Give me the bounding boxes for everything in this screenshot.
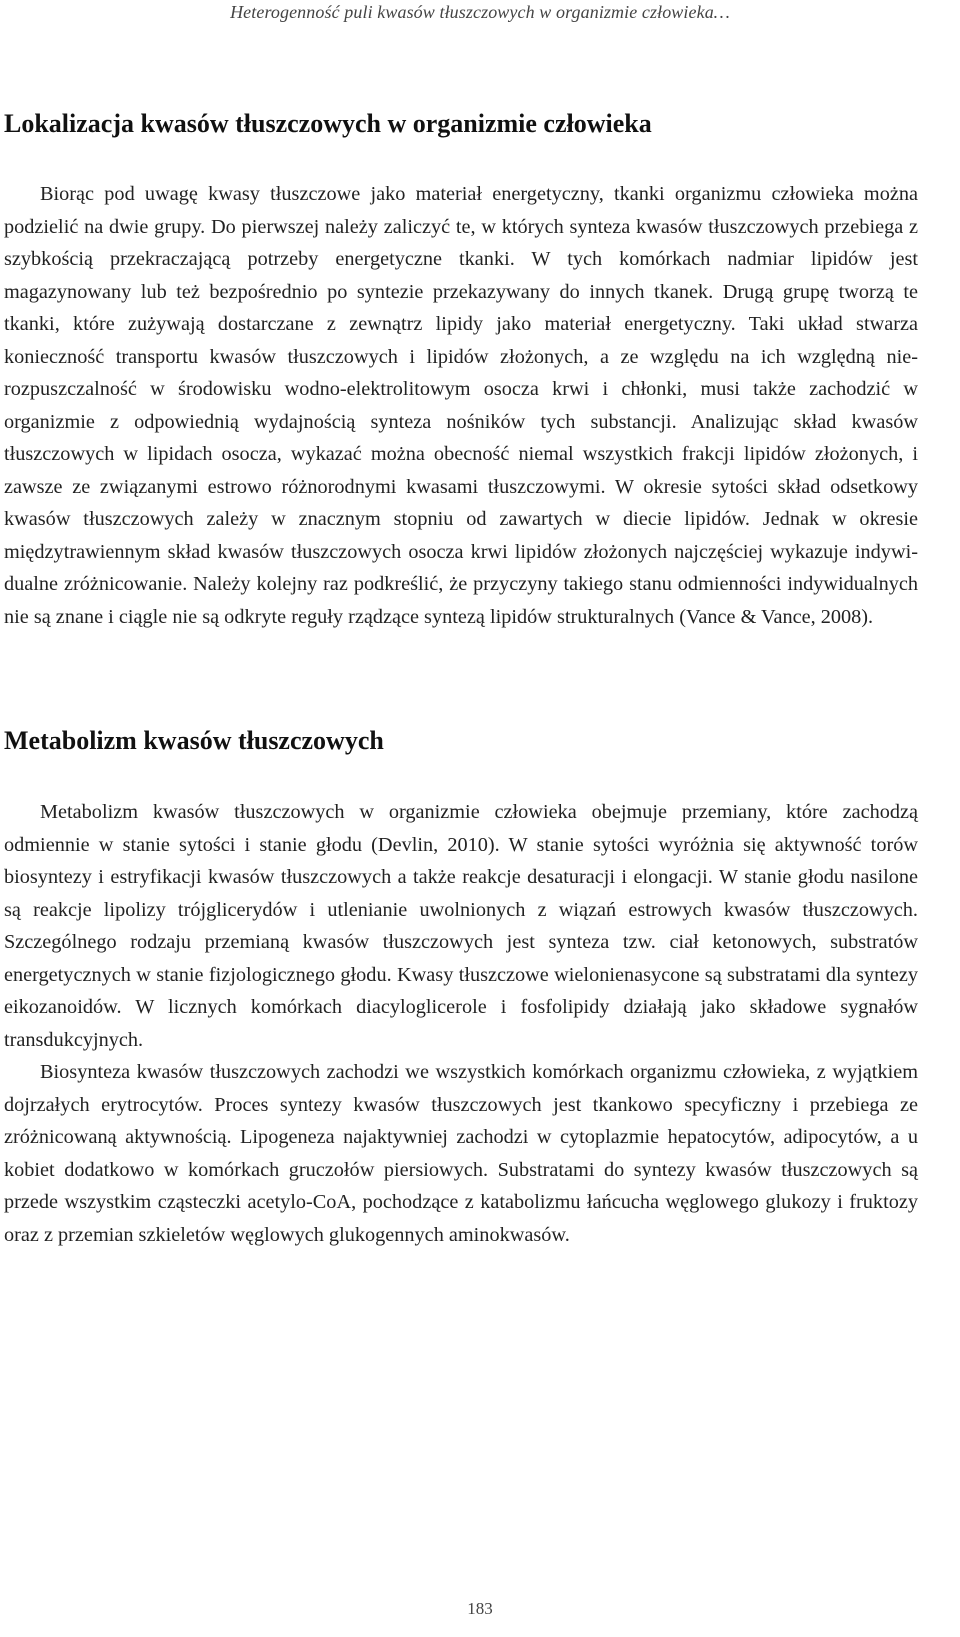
page-content bbox=[4, 106, 918, 1251]
section-body-localization bbox=[4, 178, 918, 633]
section-title-localization: Lokalizacja kwasów tłuszczowych w organizmie człowieka bbox=[4, 109, 652, 138]
running-header: Heterogenność puli kwasów tłuszczowych w organizmie człowieka… bbox=[230, 2, 730, 22]
paragraph: Biosynteza kwasów tłuszczowych zachodzi we wszystkich komórkach organizmu człowieka, z wyjątkiem dojrzałych erytrocytów. Proces syntezy kwasów tłuszczowych jest tkankowo specyficzny i przebiega ze zróżnicowaną aktywnością. Lipogeneza najaktywniej zachodzi w cytoplazmie hepatocytów, adipocytów, a u kobiet dodatkowo w komórkach gruczołów piersiowych. Substratami do syntezy kwasów tłuszczowych są przede wszystkim cząsteczki acetylo-CoA, pochodzące z katabolizmu łańcucha węglowego glukozy i fruktozy oraz z przemian szkieletów węglowych glukogennych aminokwasów. bbox=[4, 1061, 918, 1246]
paragraph: Biorąc pod uwagę kwasy tłuszczowe jako materiał energetyczny, tkanki organizmu człowieka można podzielić na dwie grupy. Do pierwszej należy zaliczyć te, w których synteza kwasów tłuszczowych przebiega z szybkością przekraczającą potrzeby energetyczne tkanki. W tych komórkach nadmiar lipidów jest magazynowany lub też bezpośrednio po syntezie przekazywany do innych tkanek. Drugą grupę tworzą te tkanki, które zużywają dostarczane z zewnątrz lipidy jako materiał energetyczny. Taki układ stwarza konieczność transportu kwasów tłuszczowych i lipidów złożonych, a ze względu na ich względną nierozpuszczalność w środowisku wodno-elektrolitowym osocza krwi i chłonki, musi także zachodzić w organizmie z odpowiednią wydajnością synteza nośników tych substancji. Analizując skład kwasów tłuszczowych w lipidach osocza, wykazać można obecność niemal wszystkich frakcji lipidów złożonych, i zawsze ze związanymi estrowo różnorodnymi kwasami tłuszczowymi. W okresie sytości skład odsetkowy kwasów tłuszczowych zależy w znacznym stopniu od zawartych w diecie lipidów. Jednak w okresie międzytrawiennym skład kwasów tłuszczowych osocza krwi lipidów złożonych najczęściej wykazuje indywidualne zróżnicowanie. Należy kolejny raz podkreślić, że przyczyny takiego stanu odmienności indywidualnych nie są znane i ciągle nie są odkryte reguły rządzące syntezą lipidów strukturalnych (Vance & Vance, 2008). bbox=[4, 183, 918, 628]
section-title-metabolism: Metabolizm kwasów tłuszczowych bbox=[4, 726, 384, 755]
section-body-metabolism bbox=[4, 796, 918, 1251]
paragraph: Metabolizm kwasów tłuszczowych w organizmie człowieka obejmuje przemiany, które zachodzą odmiennie w stanie sytości i stanie głodu (Devlin, 2010). W stanie sytości wyróżnia się aktywność torów biosyntezy i estryfikacji kwasów tłuszczowych a także reakcje desaturacji i elongacji. W stanie głodu nasilone są reakcje lipolizy trójglicerydów i utlenianie uwolnionych z wiązań estrowych kwasów tłuszczowych. Szczególnego rodzaju przemianą kwasów tłuszczowych jest synteza tzw. ciał ketonowych, substratów energetycznych w stanie fizjologicznego głodu. Kwasy tłuszczowe wielonienasycone są substratami dla syntezy eikozanoidów. W licznych komórkach diacyloglicerole i fosfolipidy działają jako składowe sygnałów transdukcyjnych. bbox=[4, 801, 918, 1051]
page-number: 183 bbox=[467, 1599, 493, 1618]
